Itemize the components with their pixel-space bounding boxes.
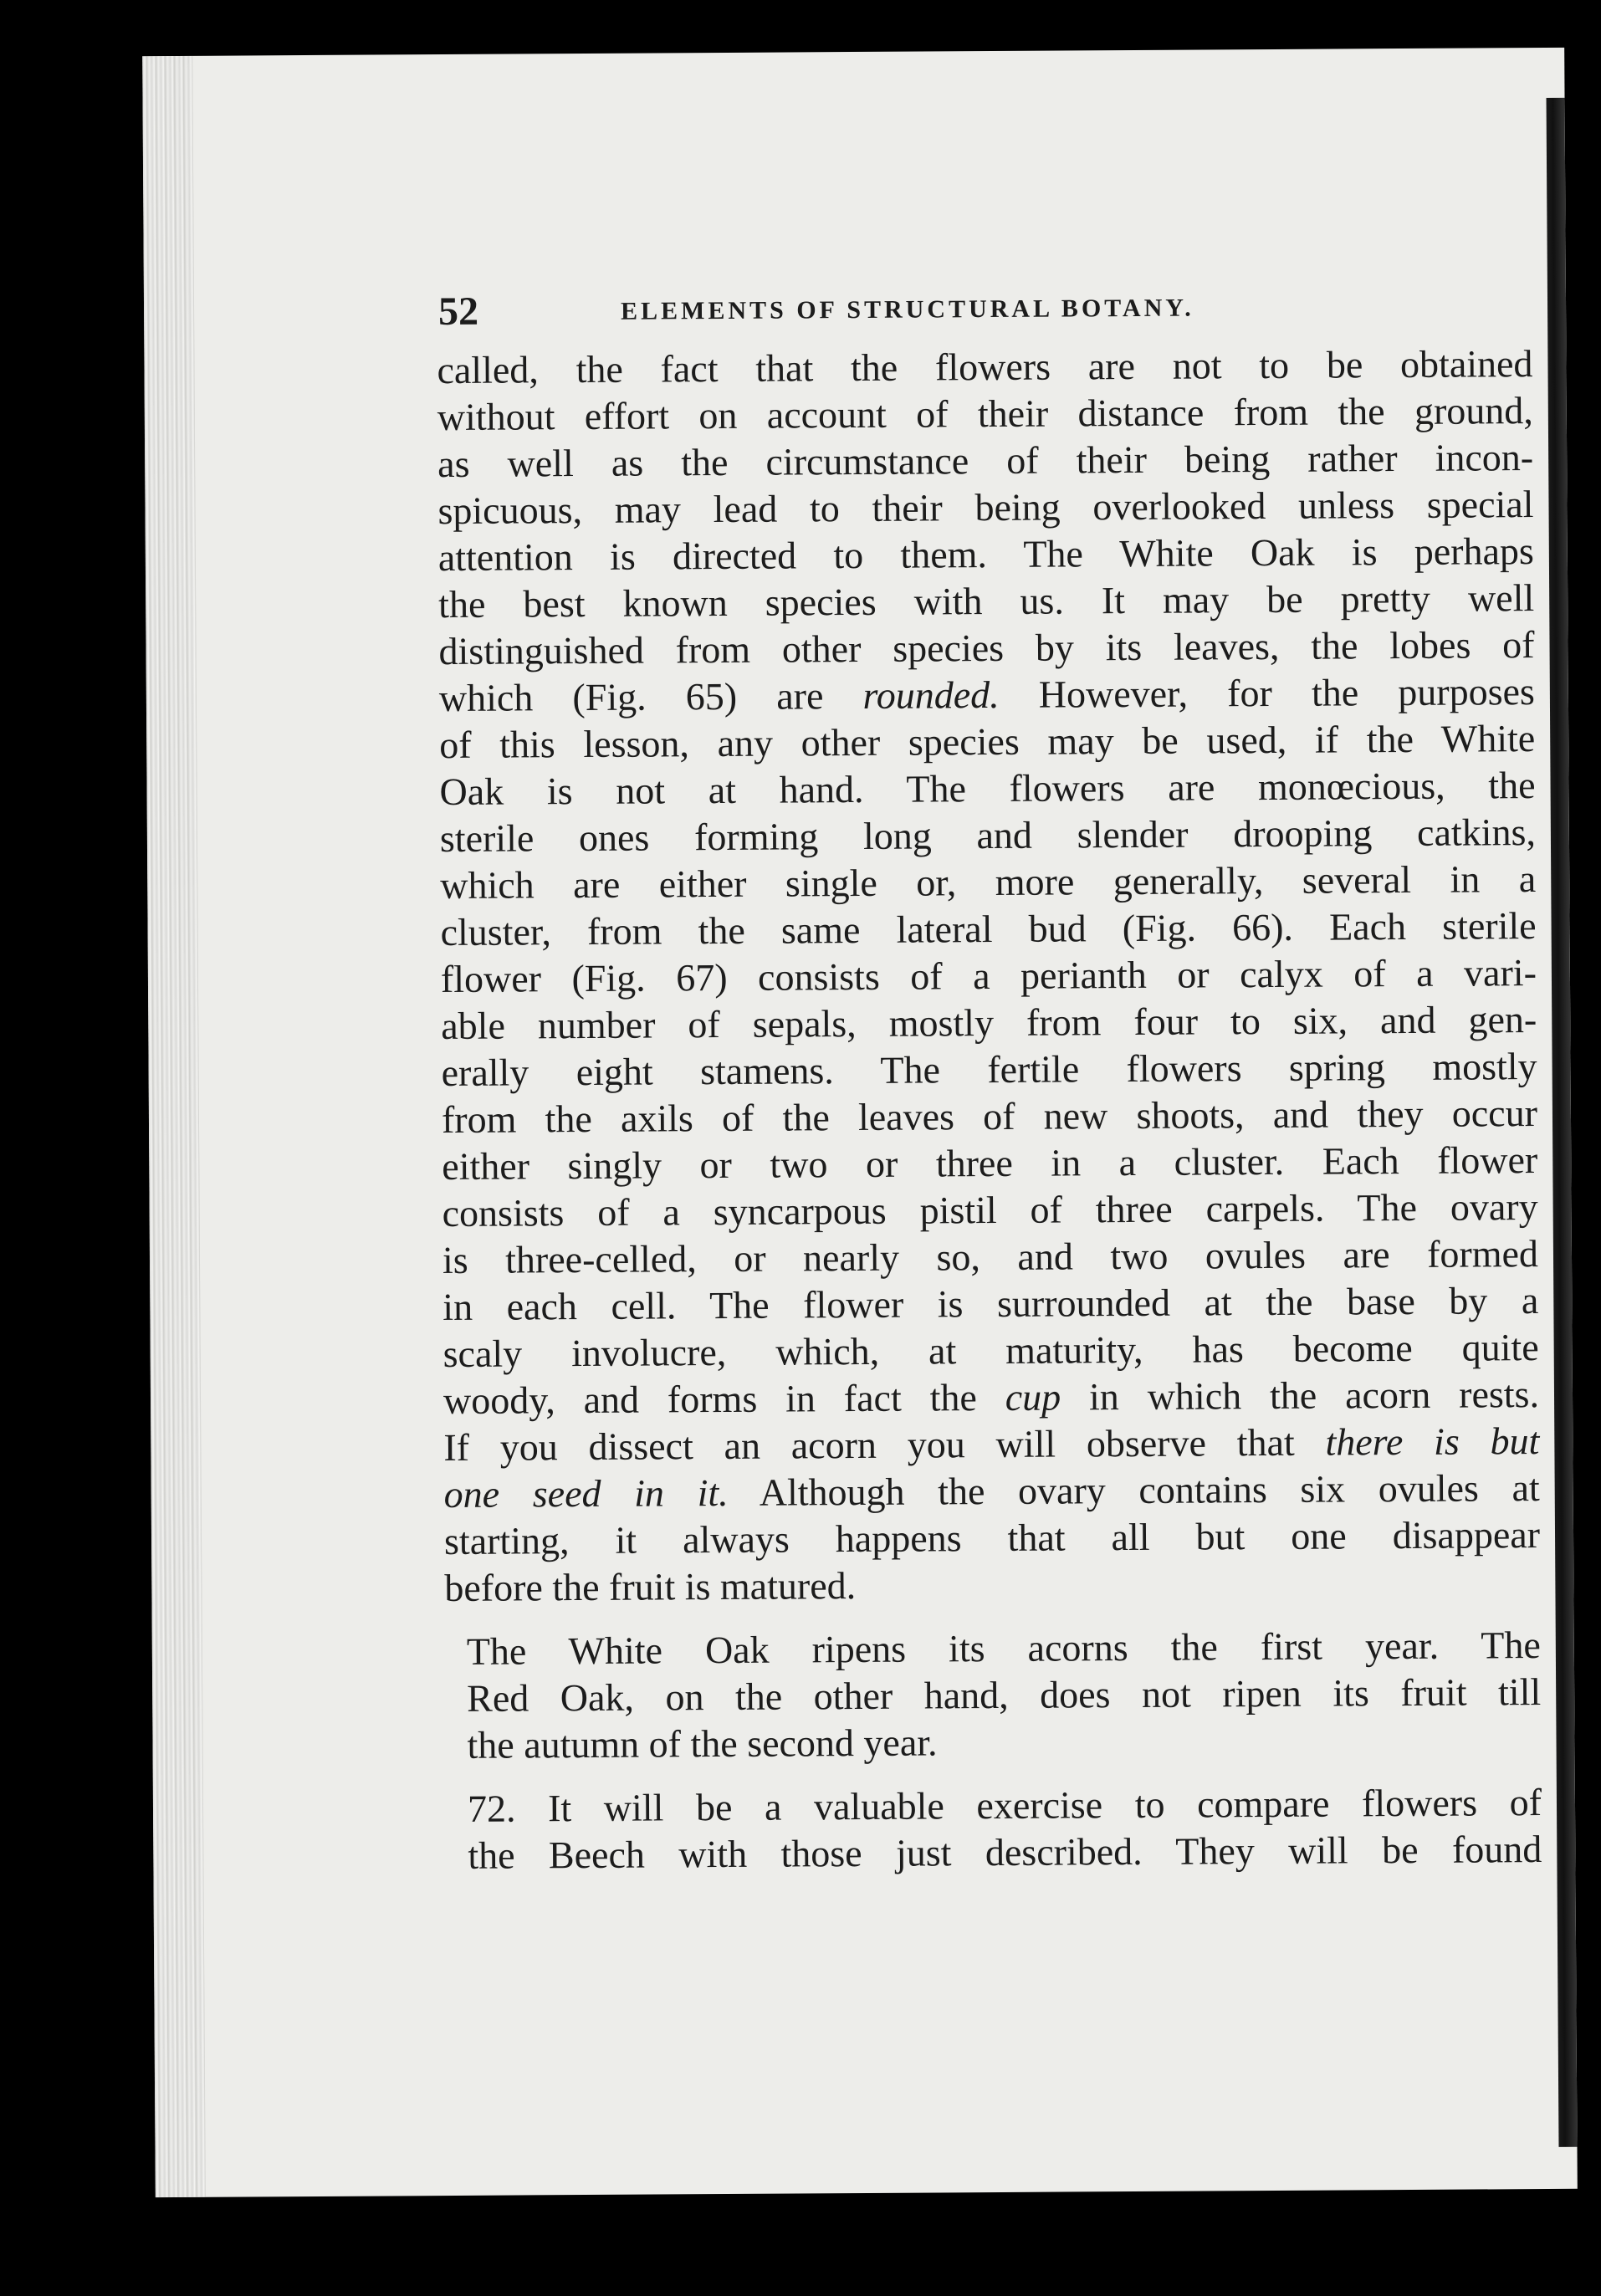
italic-text: one seed in it.	[443, 1470, 729, 1516]
text-line: the autumn of the second year.	[467, 1721, 938, 1767]
text-line: starting, it always happens that all but one disappear	[443, 1513, 1541, 1563]
running-title: ELEMENTS OF STRUCTURAL BOTANY.	[620, 294, 1194, 325]
text-line: the Beech with those just described. They will be found	[468, 1828, 1542, 1877]
text-run: woody, and forms in fact the	[442, 1375, 1005, 1423]
text-run: If you dissect an acorn you will observe that	[443, 1420, 1326, 1470]
text-run: which (Fig. 65) are	[438, 673, 863, 720]
text-line: distinguished from other species by its leaves, the lobes of	[438, 623, 1535, 673]
text-line: sterile ones forming long and slender drooping catkins,	[439, 811, 1537, 861]
text-run: However, for the purposes	[999, 670, 1536, 716]
page-edge-shadow	[1547, 98, 1578, 2147]
book-spine-gutter	[142, 56, 206, 2197]
italic-text: cup	[1005, 1375, 1061, 1419]
text-line	[443, 1371, 1539, 1424]
text-line: Red Oak, on the other hand, does not ripen its fruit till	[467, 1670, 1542, 1720]
text-line: attention is directed to them. The White Oak is perhaps	[437, 529, 1534, 580]
text-line: called, the fact that the flowers are not to be obtained	[437, 342, 1533, 392]
text-line: in each cell. The flower is surrounded at the base by a	[442, 1279, 1539, 1329]
text-line: cluster, from the same lateral bud (Fig. 66). Each sterile	[440, 904, 1537, 954]
text-line: of this lesson, any other species may be used, if the White	[439, 717, 1536, 767]
text-line: spicuous, may lead to their being overlooked unless special	[437, 483, 1534, 533]
paragraph-3	[446, 1779, 1542, 1879]
italic-text: there is but	[1325, 1419, 1540, 1464]
text-line	[444, 1465, 1540, 1518]
text-line: before the fruit is matured.	[444, 1564, 857, 1610]
text-line: as well as the circumstance of their being rather incon-	[437, 436, 1534, 486]
text-line: either singly or two or three in a cluster. Each flower	[442, 1138, 1538, 1189]
text-line: The White Oak ripens its acorns the first year. The	[466, 1624, 1541, 1673]
text-line: is three-celled, or nearly so, and two ovules are formed	[442, 1232, 1539, 1282]
text-line: consists of a syncarpous pistil of three carpels. The ovary	[442, 1185, 1538, 1235]
text-line: which are either single or, more generally, several in a	[440, 857, 1537, 908]
text-run: in which the acorn rests.	[1061, 1373, 1540, 1419]
page-text-block	[437, 282, 1542, 1879]
paragraph-1	[437, 340, 1540, 1612]
paragraph-2	[445, 1622, 1542, 1769]
text-line: flower (Fig. 67) consists of a perianth or calyx of a vari-	[440, 951, 1537, 1001]
text-line: erally eight stamens. The fertile flowers spring mostly	[441, 1045, 1537, 1095]
text-line	[439, 668, 1535, 722]
text-line: Oak is not at hand. The flowers are monœcious, the	[439, 764, 1536, 814]
text-line: from the axils of the leaves of new shoots, and they occur	[441, 1092, 1538, 1142]
italic-text: rounded.	[862, 672, 1000, 717]
text-line	[443, 1418, 1539, 1471]
text-line: able number of sepals, mostly from four to six, and gen-	[441, 998, 1537, 1048]
text-run: Although the ovary contains six ovules at	[728, 1466, 1540, 1514]
text-line: 72. It will be a valuable exercise to compare flowers of	[467, 1781, 1542, 1830]
book-page	[142, 48, 1578, 2197]
text-line: without effort on account of their distance from the ground,	[437, 389, 1533, 439]
text-line: scaly involucre, which, at maturity, has become quite	[442, 1326, 1539, 1376]
running-head	[437, 282, 1532, 347]
page-number: 52	[437, 289, 479, 335]
text-line: the best known species with us. It may be pretty well	[438, 576, 1535, 626]
